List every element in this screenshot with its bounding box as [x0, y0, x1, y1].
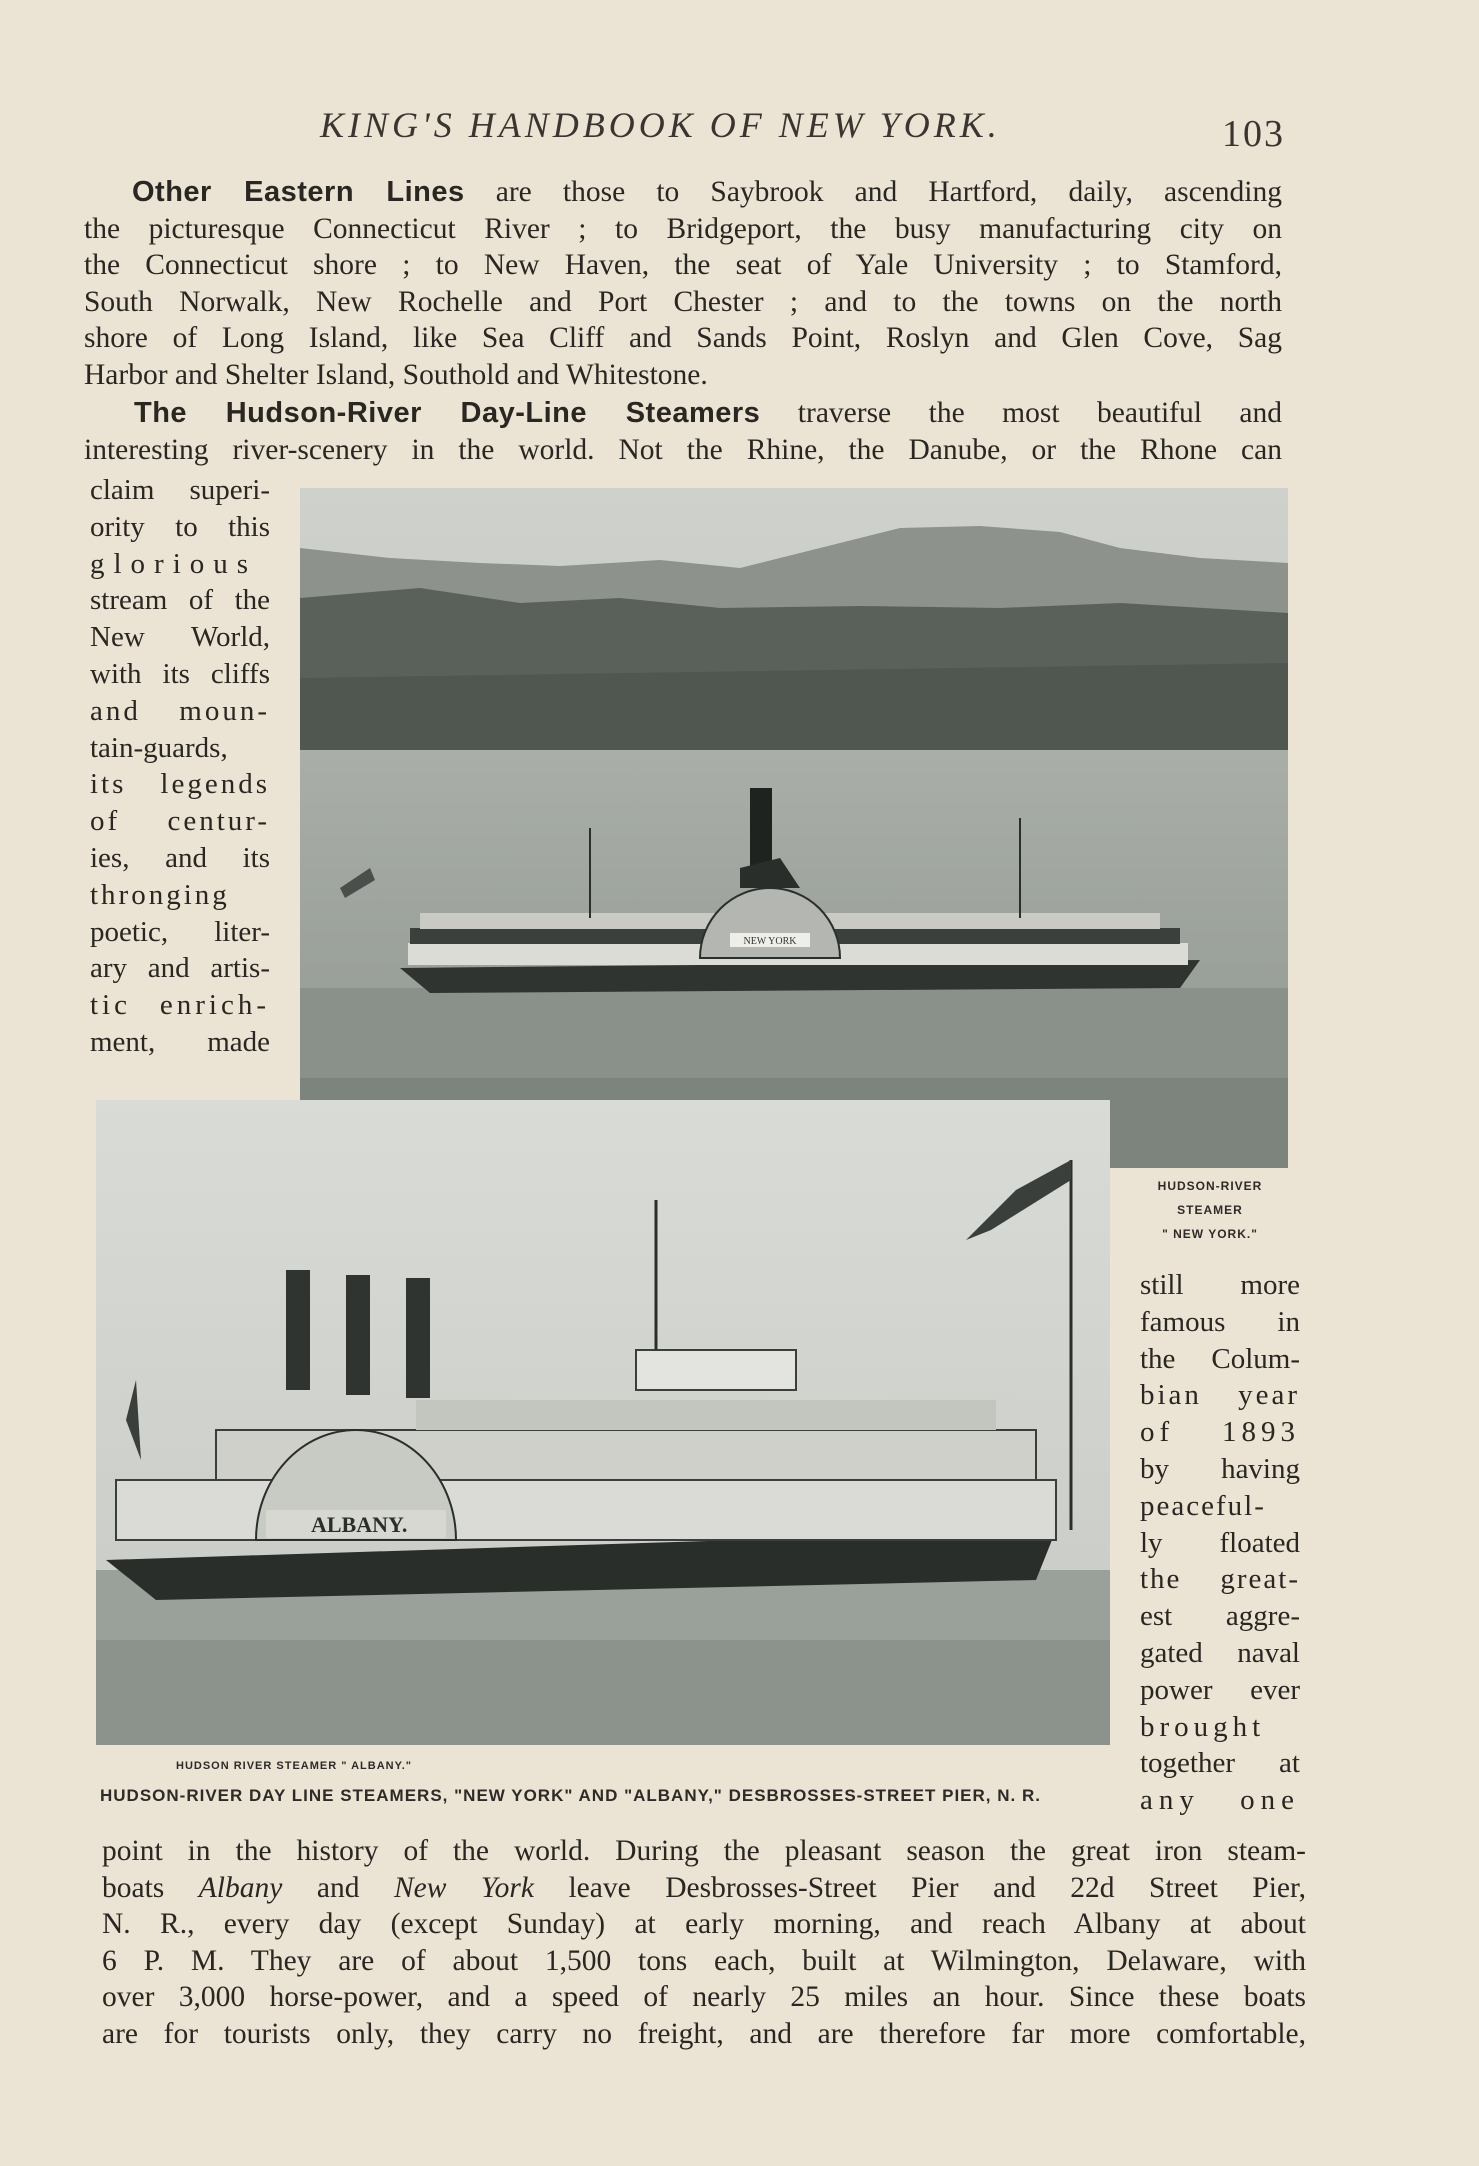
photo-steamer-albany	[96, 1100, 1110, 1745]
text-line: ies, and its	[90, 841, 270, 874]
right-text-column	[1140, 1267, 1300, 1819]
text-line: brought	[1140, 1710, 1266, 1743]
paragraph-hudson-river	[84, 395, 1282, 468]
text-line: the Connecticut shore ; to New Haven, the seat of Yale University ; to Stamford,	[84, 249, 1282, 281]
italic-name-new-york: New York	[393, 1871, 534, 1904]
text-line: thronging	[90, 878, 230, 911]
text-line: gated naval	[1140, 1636, 1300, 1669]
page-number: 103	[1222, 113, 1285, 155]
italic-name-albany: Albany	[198, 1871, 283, 1904]
text-fragment: and	[282, 1871, 394, 1904]
lead-other-eastern-lines: Other Eastern Lines	[132, 176, 465, 208]
wheelbox-label: ALBANY.	[311, 1512, 408, 1537]
text-line: ment, made	[90, 1025, 270, 1058]
text-line: by having	[1140, 1452, 1300, 1485]
text-line: glorious	[90, 547, 258, 580]
text-line: any one	[1140, 1784, 1300, 1817]
text-line: the great-	[1140, 1563, 1300, 1596]
text-line: of 1893	[1140, 1416, 1300, 1449]
caption-albany: HUDSON RIVER STEAMER " ALBANY."	[176, 1760, 412, 1772]
text-line: Harbor and Shelter Island, Southold and Whitestone.	[84, 358, 708, 391]
text-line: tain-guards,	[90, 731, 228, 764]
text-fragment: boats	[102, 1871, 199, 1904]
text-line: still more	[1140, 1269, 1300, 1301]
text-fragment: leave Desbrosses-Street Pier and 22d Street Pier,	[533, 1871, 1307, 1904]
text-line: ly floated	[1140, 1526, 1300, 1559]
text-line: over 3,000 horse-power, and a speed of nearly 25 miles an hour. Since these boats	[102, 1981, 1306, 2013]
text-line: stream of the	[90, 584, 270, 617]
caption-new-york	[1130, 1174, 1290, 1246]
paragraph-continuation	[102, 1833, 1306, 2052]
text-line: tic enrich-	[90, 989, 270, 1022]
text-line: peaceful-	[1140, 1489, 1266, 1522]
text-line: its legends	[90, 768, 270, 801]
text-line: the Colum-	[1140, 1342, 1300, 1375]
left-text-column	[90, 472, 270, 1061]
text-line: interesting river-scenery in the world. Not the Rhine, the Danube, or the Rhone can	[84, 433, 1282, 466]
text-line: famous in	[1140, 1305, 1300, 1338]
text-line: New World,	[90, 621, 270, 654]
paragraph-eastern-lines	[84, 174, 1282, 393]
text-line: of centur-	[90, 805, 270, 838]
photo-steamer-new-york	[300, 488, 1288, 1168]
caption-main: HUDSON-RIVER DAY LINE STEAMERS, "NEW YORK" AND "ALBANY," DESBROSSES-STREET PIER, N. R.	[100, 1786, 1041, 1805]
caption-line: STEAMER	[1177, 1203, 1243, 1217]
text-line: ary and artis-	[90, 952, 270, 985]
lead-hudson-river-day-line: The Hudson-River Day-Line Steamers	[134, 397, 761, 429]
text-line: poetic, liter-	[90, 915, 270, 948]
caption-line: HUDSON-RIVER	[1157, 1179, 1263, 1193]
caption-line: " NEW YORK."	[1162, 1227, 1258, 1241]
text-line: are those to Saybrook and Hartford, daily, ascending	[464, 176, 1282, 208]
text-line: and moun-	[90, 694, 270, 727]
text-line: South Norwalk, New Rochelle and Port Chester ; and to the towns on the north	[84, 285, 1282, 318]
text-line: bian year	[1140, 1379, 1300, 1412]
text-line: traverse the most beautiful and	[760, 397, 1282, 429]
running-header: KING'S HANDBOOK OF NEW YORK.	[320, 105, 1001, 145]
text-line: 6 P. M. They are of about 1,500 tons each, built at Wilmington, Delaware, with	[102, 1944, 1306, 1977]
text-line: together at	[1140, 1747, 1300, 1780]
text-line: the picturesque Connecticut River ; to Bridgeport, the busy manufacturing city on	[84, 212, 1282, 245]
wheelbox-label: NEW YORK	[743, 936, 797, 947]
text-line: are for tourists only, they carry no freight, and are therefore far more comfortable,	[102, 2017, 1306, 2050]
text-line: ority to this	[90, 510, 270, 543]
text-line: N. R., every day (except Sunday) at early morning, and reach Albany at about	[102, 1908, 1306, 1940]
text-line: est aggre-	[1140, 1600, 1300, 1633]
text-line: with its cliffs	[90, 657, 270, 690]
text-line: claim superi-	[90, 474, 270, 506]
text-line: point in the history of the world. During the pleasant season the great iron steam-	[102, 1835, 1306, 1867]
text-line: power ever	[1140, 1673, 1300, 1706]
text-line: shore of Long Island, like Sea Cliff and Sands Point, Roslyn and Glen Cove, Sag	[84, 322, 1282, 354]
text-line	[102, 1870, 1306, 1907]
